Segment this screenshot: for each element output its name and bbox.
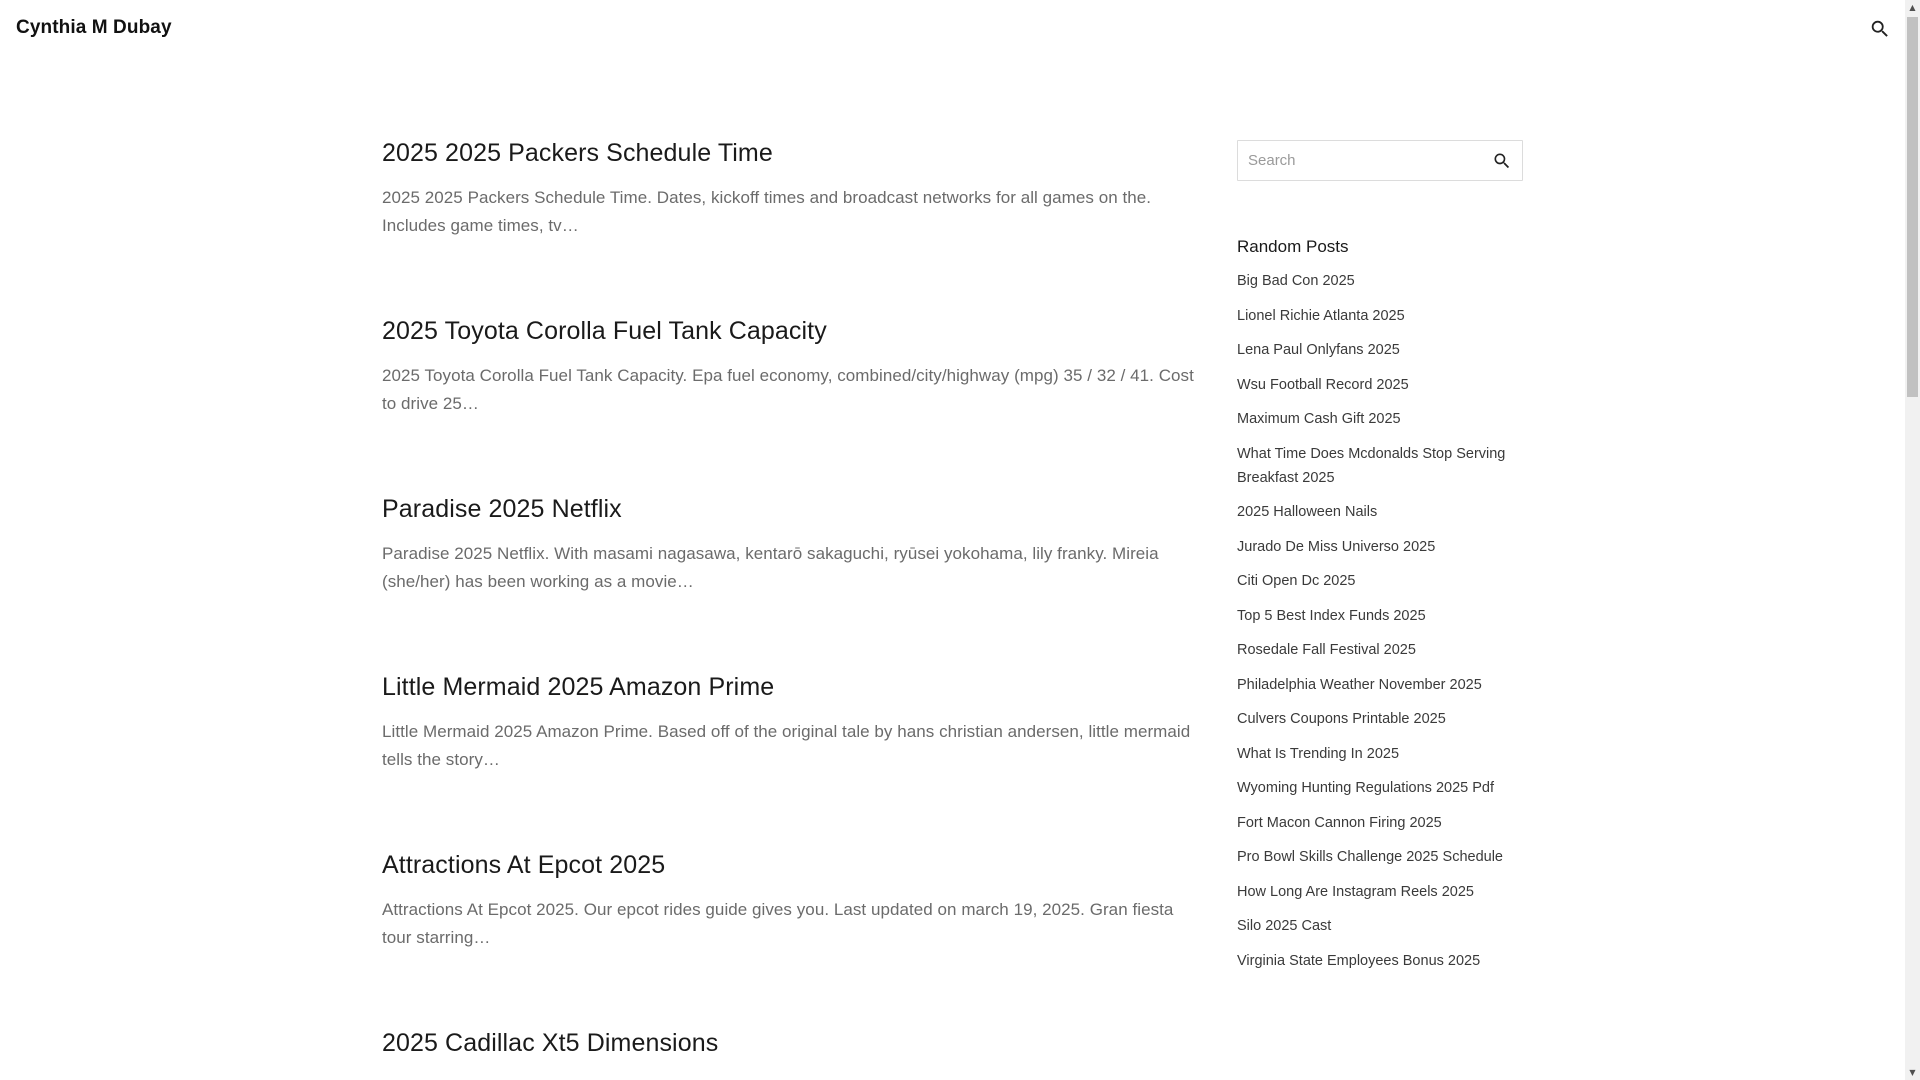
post-excerpt: Paradise 2025 Netflix. With masami nagasawa, kentarō sakaguchi, ryūsei yokohama, lily franky. Mireia (she/her) has been working as a movie… [382,544,1159,591]
scroll-thumb[interactable] [1907,17,1918,397]
random-post-link[interactable]: What Time Does Mcdonalds Stop Serving Breakfast 2025 [1237,445,1506,486]
post-title-link[interactable]: 2025 2025 Packers Schedule Time [382,139,773,167]
list-item [1237,442,1523,490]
list-item [1237,742,1523,766]
post-excerpt: 2025 Toyota Corolla Fuel Tank Capacity. Epa fuel economy, combined/city/highway (mpg) 35 / 32 / 41. Cost to drive 25… [382,366,1194,413]
list-item [1237,569,1523,593]
random-posts-heading: Random Posts [1237,237,1349,256]
random-post-link[interactable]: What Is Trending In 2025 [1237,745,1400,762]
random-post-link[interactable]: Jurado De Miss Universo 2025 [1237,538,1436,555]
list-item [1237,638,1523,662]
list-item [1237,845,1523,869]
random-post-link[interactable]: How Long Are Instagram Reels 2025 [1237,883,1474,900]
site-title-link[interactable]: Cynthia M Dubay [16,17,172,38]
random-post-link[interactable]: Philadelphia Weather November 2025 [1237,676,1482,693]
post-item [382,1028,1198,1080]
list-item [1237,811,1523,835]
list-item [1237,949,1523,973]
scroll-down-arrow-icon[interactable]: ▼ [1909,1068,1916,1077]
post-item [382,850,1198,966]
list-item [1237,304,1523,328]
post-item [382,316,1198,432]
random-post-link[interactable]: Fort Macon Cannon Firing 2025 [1237,814,1442,831]
post-excerpt: Attractions At Epcot 2025. Our epcot rides guide gives you. Last updated on march 19, 2025. Gran fiesta tour starring… [382,900,1174,947]
post-title-link[interactable]: 2025 Toyota Corolla Fuel Tank Capacity [382,317,827,345]
list-item [1237,407,1523,431]
sidebar [1237,140,1523,983]
list-item [1237,373,1523,397]
post-item [382,672,1198,788]
random-post-link[interactable]: Maximum Cash Gift 2025 [1237,411,1401,427]
random-post-link[interactable]: Top 5 Best Index Funds 2025 [1237,607,1426,624]
random-post-link[interactable]: Lionel Richie Atlanta 2025 [1237,307,1405,324]
random-post-link[interactable]: Wsu Football Record 2025 [1237,376,1409,393]
post-title-link[interactable]: Paradise 2025 Netflix [382,495,622,523]
sidebar-search-form [1237,140,1523,181]
post-title-link[interactable]: Attractions At Epcot 2025 [382,851,666,879]
post-excerpt: Little Mermaid 2025 Amazon Prime. Based off of the original tale by hans christian andersen, little mermaid tells the story… [382,722,1191,769]
vertical-scrollbar[interactable] [1905,0,1920,1080]
list-item [1237,604,1523,628]
random-post-link[interactable]: Silo 2025 Cast [1237,918,1332,934]
post-title-link[interactable]: 2025 Cadillac Xt5 Dimensions [382,1029,719,1057]
list-item [1237,269,1523,293]
random-post-link[interactable]: Lena Paul Onlyfans 2025 [1237,342,1400,358]
random-post-link[interactable]: 2025 Halloween Nails [1237,504,1378,520]
search-input[interactable] [1238,141,1478,180]
scroll-up-arrow-icon[interactable]: ▲ [1909,3,1916,12]
list-item [1237,776,1523,800]
random-post-link[interactable]: Citi Open Dc 2025 [1237,573,1356,589]
post-title-link[interactable]: Little Mermaid 2025 Amazon Prime [382,673,775,701]
random-post-link[interactable]: Wyoming Hunting Regulations 2025 Pdf [1237,780,1494,796]
list-item [1237,500,1523,524]
list-item [1237,707,1523,731]
random-posts-list [1237,269,1523,973]
site-header [0,0,1905,60]
list-item [1237,673,1523,697]
list-item [1237,338,1523,362]
list-item [1237,914,1523,938]
random-post-link[interactable]: Rosedale Fall Festival 2025 [1237,642,1416,658]
random-post-link[interactable]: Pro Bowl Skills Challenge 2025 Schedule [1237,849,1503,865]
random-post-link[interactable]: Culvers Coupons Printable 2025 [1237,711,1446,727]
search-icon[interactable] [1869,18,1891,40]
post-excerpt: 2025 2025 Packers Schedule Time. Dates, kickoff times and broadcast networks for all games on the. Includes game times, tv… [382,188,1152,235]
post-item [382,494,1198,610]
random-post-link[interactable]: Big Bad Con 2025 [1237,273,1355,289]
search-submit-icon[interactable] [1492,151,1512,171]
post-list [382,130,1198,1080]
post-item [382,138,1198,254]
random-post-link[interactable]: Virginia State Employees Bonus 2025 [1237,952,1481,969]
list-item [1237,880,1523,904]
list-item [1237,535,1523,559]
